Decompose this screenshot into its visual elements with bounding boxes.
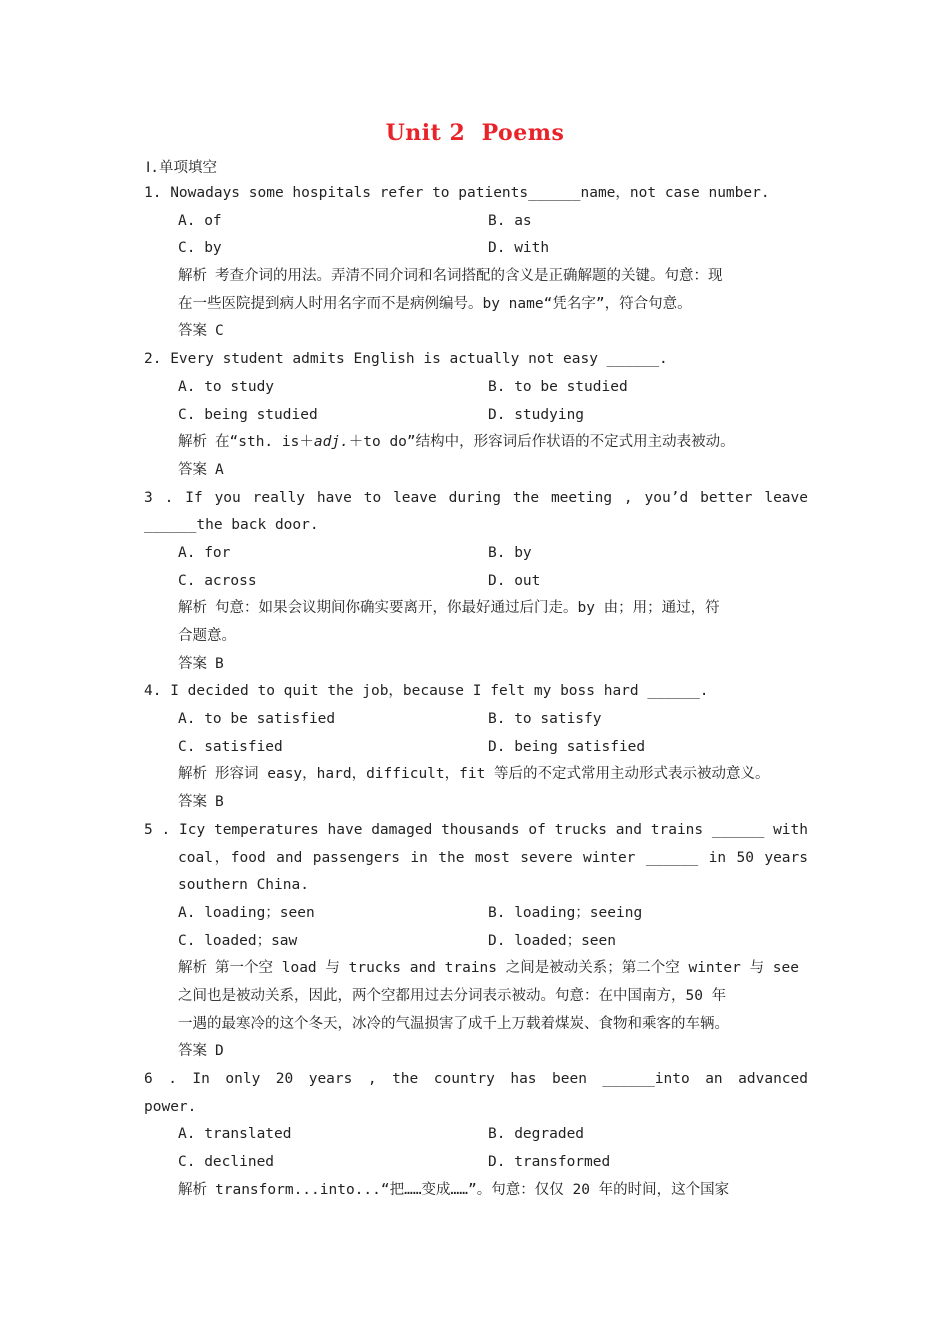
analysis-line: 在一些医院提到病人时用名字而不是病例编号。by name“凭名字”，符合句意。 [178, 295, 692, 312]
answer-label: 答案 [178, 461, 207, 478]
question-list [144, 180, 808, 1204]
answer-value: B [215, 655, 224, 672]
question-stem: 1. Nowadays some hospitals refer to patients______name，not case number. [144, 185, 770, 201]
answer-value: A [215, 461, 224, 478]
analysis-label: 解析 [178, 766, 207, 783]
question-stem: 3 . If you really have to leave during the meeting , you’d better leave [144, 489, 808, 506]
question-3 [144, 485, 808, 679]
answer-value: D [215, 1043, 224, 1060]
question-1 [144, 180, 808, 346]
analysis-line: 合题意。 [178, 628, 236, 644]
analysis-line [144, 1177, 808, 1205]
analysis-text: 形容词 easy，hard，difficult，fit 等后的不定式常用主动形式表示被动意义。 [215, 766, 770, 783]
analysis-line: 之间也是被动关系，因此，两个空都用过去分词表示被动。句意：在中国南方，50 年 [178, 987, 727, 1004]
option-a: A. of [178, 212, 222, 229]
option-d: D. with [488, 240, 550, 257]
question-stem: coal，food and passengers in the most severe winter ______ in 50 years [178, 849, 808, 866]
analysis-line [144, 263, 808, 291]
analysis-line [144, 955, 808, 983]
options-row [144, 374, 808, 402]
page-title: Unit 2 Poems [385, 120, 565, 146]
options-row [144, 235, 808, 263]
options-row [144, 1149, 808, 1177]
option-b: B. as [488, 212, 532, 229]
option-a: A. to study [178, 378, 275, 395]
analysis-label: 解析 [178, 268, 207, 285]
option-a: A. for [178, 544, 231, 561]
option-c: C. being studied [178, 406, 318, 423]
analysis-text: ＋to do”结构中，形容词后作状语的不定式用主动表被动。 [348, 434, 735, 451]
answer-line [144, 1038, 808, 1066]
option-c: C. declined [178, 1154, 275, 1171]
options-row [144, 900, 808, 928]
option-b: B. by [488, 544, 532, 561]
analysis-line: 一遇的最寒冷的这个冬天，冰冷的气温损害了成千上万载着煤炭、食物和乘客的车辆。 [178, 1015, 729, 1032]
option-b: B. to be studied [488, 378, 628, 395]
analysis-label: 解析 [178, 434, 207, 451]
option-c: C. satisfied [178, 738, 283, 755]
options-row [144, 928, 808, 956]
answer-line [144, 318, 808, 346]
answer-label: 答案 [178, 794, 207, 811]
analysis-label: 解析 [178, 960, 207, 977]
analysis-line [144, 761, 808, 789]
question-2 [144, 346, 808, 484]
analysis-text: transform...into...“把……变成……”。句意：仅仅 20 年的时间，这个国家 [215, 1181, 730, 1198]
answer-line [144, 651, 808, 679]
answer-value: B [215, 794, 224, 811]
question-4 [144, 678, 808, 816]
option-d: D. transformed [488, 1154, 611, 1171]
analysis-text: 考查介词的用法。弄清不同介词和名词搭配的含义是正确解题的关键。句意：现 [215, 268, 723, 285]
option-b: B. loading；seeing [488, 904, 643, 921]
question-stem: 5 . Icy temperatures have damaged thousands of trucks and trains ______ with [144, 821, 808, 838]
answer-value: C [215, 323, 224, 340]
option-a: A. to be satisfied [178, 711, 336, 728]
question-stem: 6 . In only 20 years , the country has been ______into an advanced [144, 1071, 808, 1087]
question-5 [144, 817, 808, 1066]
analysis-line [144, 595, 808, 623]
answer-label: 答案 [178, 655, 207, 672]
option-c: C. across [178, 572, 257, 589]
option-a: A. translated [178, 1126, 292, 1143]
question-stem: 4. I decided to quit the job，because I felt my boss hard ______. [144, 683, 709, 700]
options-row [144, 402, 808, 430]
analysis-text: 在“sth. is＋ [215, 434, 314, 451]
answer-label: 答案 [178, 1043, 207, 1060]
analysis-label: 解析 [178, 600, 207, 617]
question-stem: power. [144, 1098, 197, 1115]
option-d: D. out [488, 572, 541, 589]
analysis-line [144, 429, 808, 457]
answer-line [144, 789, 808, 817]
option-d: D. loaded；seen [488, 932, 616, 949]
options-row [144, 706, 808, 734]
option-d: D. being satisfied [488, 738, 646, 755]
options-row [144, 540, 808, 568]
analysis-text: 第一个空 load 与 trucks and trains 之间是被动关系；第二个空 winter 与 see [215, 960, 799, 977]
analysis-text: 句意：如果会议期间你确实要离开，你最好通过后门走。by 由；用；通过，符 [215, 600, 720, 617]
answer-line [144, 457, 808, 485]
analysis-label: 解析 [178, 1181, 207, 1198]
option-a: A. loading；seen [178, 904, 315, 921]
option-c: C. loaded；saw [178, 932, 298, 949]
section-heading: Ⅰ.单项填空 [146, 160, 218, 176]
options-row [144, 1121, 808, 1149]
question-stem: southern China. [178, 877, 309, 894]
option-d: D. studying [488, 406, 585, 423]
question-stem: ______the back door. [144, 517, 319, 534]
options-row [144, 208, 808, 236]
answer-label: 答案 [178, 323, 207, 340]
option-c: C. by [178, 240, 222, 257]
options-row [144, 734, 808, 762]
option-b: B. degraded [488, 1126, 585, 1143]
question-stem: 2. Every student admits English is actually not easy ______. [144, 351, 668, 368]
question-6 [144, 1066, 808, 1204]
analysis-italic-term: adj. [313, 434, 349, 451]
options-row [144, 568, 808, 596]
option-b: B. to satisfy [488, 711, 602, 728]
